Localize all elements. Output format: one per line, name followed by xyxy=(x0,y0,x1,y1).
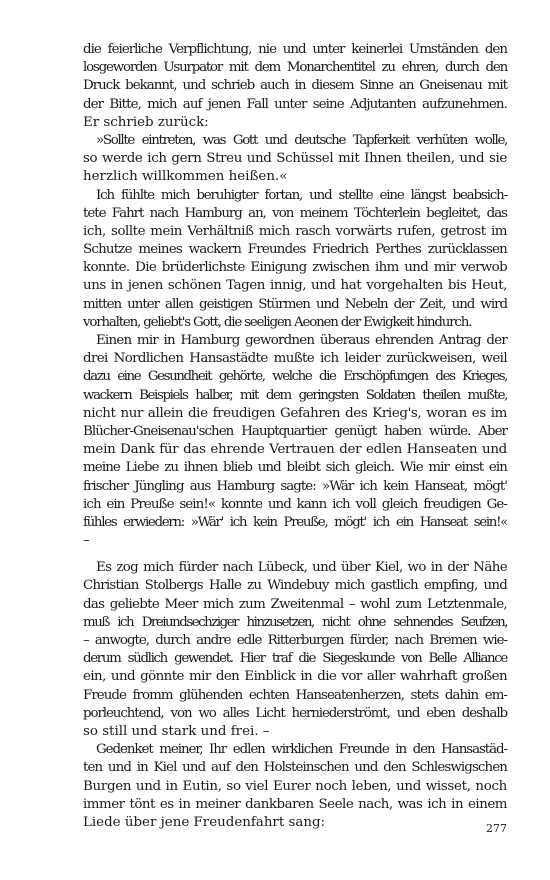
text-line: mein Dank für das ehrende Vertrauen der edlen Hanseaten und xyxy=(83,442,507,458)
text-line: Blücher-Gneisenau'schen Hauptquartier genügt haben würde. Aber xyxy=(83,423,507,439)
text-line: »Sollte eintreten, was Gott und deutsche Tapferkeit verhüten wolle, xyxy=(96,132,507,148)
paragraph xyxy=(83,132,507,187)
text-line: Es zog mich fürder nach Lübeck, und über Kiel, wo in der Nähe xyxy=(96,560,507,576)
text-line: nicht nur allein die freudigen Gefahren des Krieg's, woran es im xyxy=(83,405,507,421)
text-line: Gedenket meiner, Ihr edlen wirklichen Freunde in den Hansastäd- xyxy=(96,742,507,758)
paragraph xyxy=(83,559,507,741)
text-line: konnte. Die brüderlichste Einigung zwischen ihm und mir verwob xyxy=(83,260,507,276)
text-line: frischer Jüngling aus Hamburg sagte: »Wär ich kein Hanseat, mögt' xyxy=(83,478,507,494)
text-line: – anwogte, durch andre edle Ritterburgen fürder, nach Bremen wie- xyxy=(83,633,507,648)
text-line: derum südlich gewendet. Hier traf die Siegeskunde von Belle Alliance xyxy=(83,651,507,667)
text-line: ten und in Kiel und auf den Holsteinschen und den Schleswigschen xyxy=(83,760,507,776)
body-text xyxy=(83,41,507,832)
text-line: drei Nordlichen Hansastädte mußte ich leider zurückweisen, weil xyxy=(83,351,507,367)
text-line: uns in jenen schönen Tagen innig, und hat vorgehalten bis Heut, xyxy=(83,278,507,294)
paragraph xyxy=(83,332,507,550)
paragraph xyxy=(83,187,507,333)
text-line: der Bitte, mich auf jenen Fall unter seine Adjutanten aufzunehmen. xyxy=(83,96,507,112)
text-line: Schutze meines wackern Freundes Friedrich Perthes zurücklassen xyxy=(83,242,507,258)
text-line: wackern Beispiels halber, mit dem geringsten Soldaten theilen mußte, xyxy=(83,387,507,403)
text-line: Burgen und in Eutin, so viel Eurer noch leben, und wisset, noch xyxy=(83,778,507,794)
text-line: ein, und gönnte mir den Einblick in die vor aller wahrhaft großen xyxy=(83,669,507,685)
paragraph xyxy=(83,741,507,832)
paragraph-gap xyxy=(83,550,507,559)
text-line: Christian Stolbergs Halle zu Windebuy mich gastlich empfing, und xyxy=(83,578,507,594)
text-line: so werde ich gern Streu und Schüssel mit Ihnen theilen, und sie xyxy=(83,151,507,167)
text-line: dazu eine Gesundheit gehörte, welche die Erschöpfungen des Krieges, xyxy=(83,369,507,385)
text-line: Einen mir in Hamburg gewordnen überaus ehrenden Antrag der xyxy=(96,333,507,348)
text-line: Ich fühlte mich beruhigter fortan, und stellte eine längst beabsich- xyxy=(96,187,507,203)
text-line: muß ich Dreiundsechziger hinzusetzen, nicht ohne sehnendes Seufzen, xyxy=(83,614,507,630)
text-line: herzlich willkommen heißen.« xyxy=(83,169,288,185)
text-line: losgeworden Usurpator mit dem Monarchentitel zu ehren, durch den xyxy=(83,60,507,76)
text-line: fühles erwiedern: »Wär' ich kein Preuße, mögt' ich ein Hanseat sein!« xyxy=(83,514,507,530)
text-line: Druck bekannt, und schrieb auch in diesem Sinne an Gneisenau mit xyxy=(83,78,507,94)
text-line: Freude fromm glühenden echten Hanseatenherzen, stets dahin em- xyxy=(83,687,507,703)
page-number: 277 xyxy=(486,822,507,835)
text-line: meine Liebe zu ihnen blieb und bleibt sich gleich. Wie mir einst ein xyxy=(83,460,507,476)
text-line: porleuchtend, von wo alles Licht herniederströmt, und eben deshalb xyxy=(83,705,507,721)
paragraph xyxy=(83,41,507,132)
text-line: tete Fahrt nach Hamburg an, von meinem Töchterlein begleitet, das xyxy=(83,205,507,221)
text-line: ich ein Preuße sein!« konnte und kann ich voll gleich freudigen Ge- xyxy=(83,496,507,512)
text-line: so still und stark und frei. – xyxy=(83,723,270,739)
text-line: vorhalten, geliebt's Gott, die seeligen Aeonen der Ewigkeit hindurch. xyxy=(83,314,472,330)
text-line: mitten unter allen geistigen Stürmen und Nebeln der Zeit, und wird xyxy=(83,296,507,312)
text-line: – xyxy=(83,533,90,549)
text-line: Liede über jene Freudenfahrt sang: xyxy=(83,814,326,830)
text-line: ich, sollte mein Verhältniß mich rasch vorwärts rufen, getrost im xyxy=(83,223,507,239)
text-line: die feierliche Verpflichtung, nie und unter keinerlei Umständen den xyxy=(83,42,507,57)
text-line: immer tönt es in meiner dankbaren Seele nach, was ich in einem xyxy=(83,796,507,812)
text-line: Er schrieb zurück: xyxy=(83,114,209,130)
text-line: das geliebte Meer mich zum Zweitenmal – wohl zum Letztenmale, xyxy=(83,596,507,612)
